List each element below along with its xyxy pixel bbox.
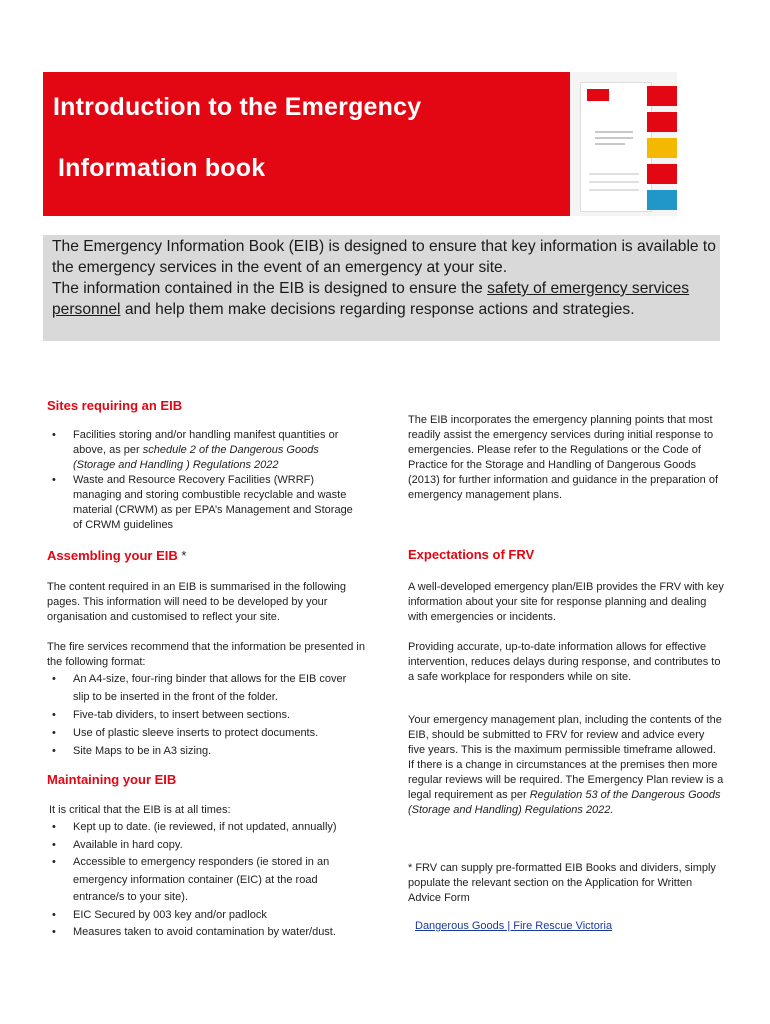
list-item: • Five-tab dividers, to insert between sections. xyxy=(47,706,365,724)
right-intro-para: The EIB incorporates the emergency planning points that most readily assist the emergency services during initial response to emergencies. Please refer to the Regulations or the Code of Practice for the Storage and Handling of Dangerous Goods (2013) for further information and guidance in the preparation of emergency management plans. xyxy=(408,414,719,501)
intro-box xyxy=(43,235,720,341)
heading-maintaining: Maintaining your EIB xyxy=(47,772,177,787)
expectations-para3: Your emergency management plan, including the contents of the EIB, should be submitted to FRV for review and advice every five years. This is the maximum permissible timeframe allowed. If there is a change in circumstances at the premises then more regular reviews will be required. The Emergency Plan review is a legal requirement as per Regulation 53 of the Dangerous Goods (Storage and Handling) Regulations 2022. xyxy=(408,714,724,816)
frv-logo xyxy=(587,89,609,101)
list-item: • Use of plastic sleeve inserts to protect documents. xyxy=(47,724,365,742)
maintaining-list xyxy=(47,819,369,942)
list-item: • Accessible to emergency responders (ie stored in an emergency information container (EIC) at the road entrance/s to your site). xyxy=(47,854,369,907)
list-item: • Available in hard copy. xyxy=(47,837,369,855)
list-item: • Site Maps to be in A3 sizing. xyxy=(47,742,365,760)
eib-cover-image xyxy=(570,72,677,216)
intro-text-c: and help them make decisions regarding response actions and strategies. xyxy=(120,301,635,318)
list-item: • Facilities storing and/or handling manifest quantities or above, as per schedule 2 of the Dangerous Goods (Storage and Handling ) Regulations 2022 xyxy=(47,428,357,473)
assembling-list xyxy=(47,670,365,760)
intro-text-b: The information contained in the EIB is designed to ensure the xyxy=(52,280,488,297)
expectations-para2: Providing accurate, up-to-date information allows for effective intervention, reduces delays during response, and contributes to a safe workplace for responders while on site. xyxy=(408,641,721,683)
list-item: • An A4-size, four-ring binder that allows for the EIB cover slip to be inserted in the front of the folder. xyxy=(47,670,365,706)
dangerous-goods-link[interactable]: Dangerous Goods | Fire Rescue Victoria xyxy=(415,920,613,932)
page-title-line2: Information book xyxy=(58,154,266,182)
expectations-para1: A well-developed emergency plan/EIB provides the FRV with key information about your site for response planning and dealing with emergencies or incidents. xyxy=(408,581,724,623)
list-item: • Kept up to date. (ie reviewed, if not updated, annually) xyxy=(47,819,369,837)
assembling-para2: The fire services recommend that the information be presented in the following format: xyxy=(47,641,365,668)
intro-text xyxy=(52,235,720,320)
page-title-line1: Introduction to the Emergency xyxy=(53,93,422,121)
maintaining-intro: It is critical that the EIB is at all times: xyxy=(49,804,231,816)
frv-note: * FRV can supply pre-formatted EIB Books and dividers, simply populate the relevant section on the Application for Written Advice Form xyxy=(408,862,716,904)
heading-sites: Sites requiring an EIB xyxy=(47,398,183,413)
intro-underlined: safety of emergency services personnel xyxy=(52,280,690,318)
sites-list xyxy=(47,428,357,533)
cover-page xyxy=(580,82,652,212)
intro-text-a: The Emergency Information Book (EIB) is designed to ensure that key information is available to the emergency services in the event of an emergency at your site. xyxy=(52,238,716,276)
list-item: • Measures taken to avoid contamination by water/dust. xyxy=(47,924,369,942)
heading-assembling: Assembling your EIB * xyxy=(47,548,187,563)
assembling-para1: The content required in an EIB is summarised in the following pages. This information will need to be developed by your organisation and customised to reflect your site. xyxy=(47,581,346,623)
list-item: • EIC Secured by 003 key and/or padlock xyxy=(47,907,369,925)
list-item: • Waste and Resource Recovery Facilities (WRRF) managing and storing combustible recyclable and waste material (CRWM) as per EPA’s Management and Storage of CRWM guidelines xyxy=(47,473,357,533)
heading-expectations: Expectations of FRV xyxy=(408,547,535,562)
